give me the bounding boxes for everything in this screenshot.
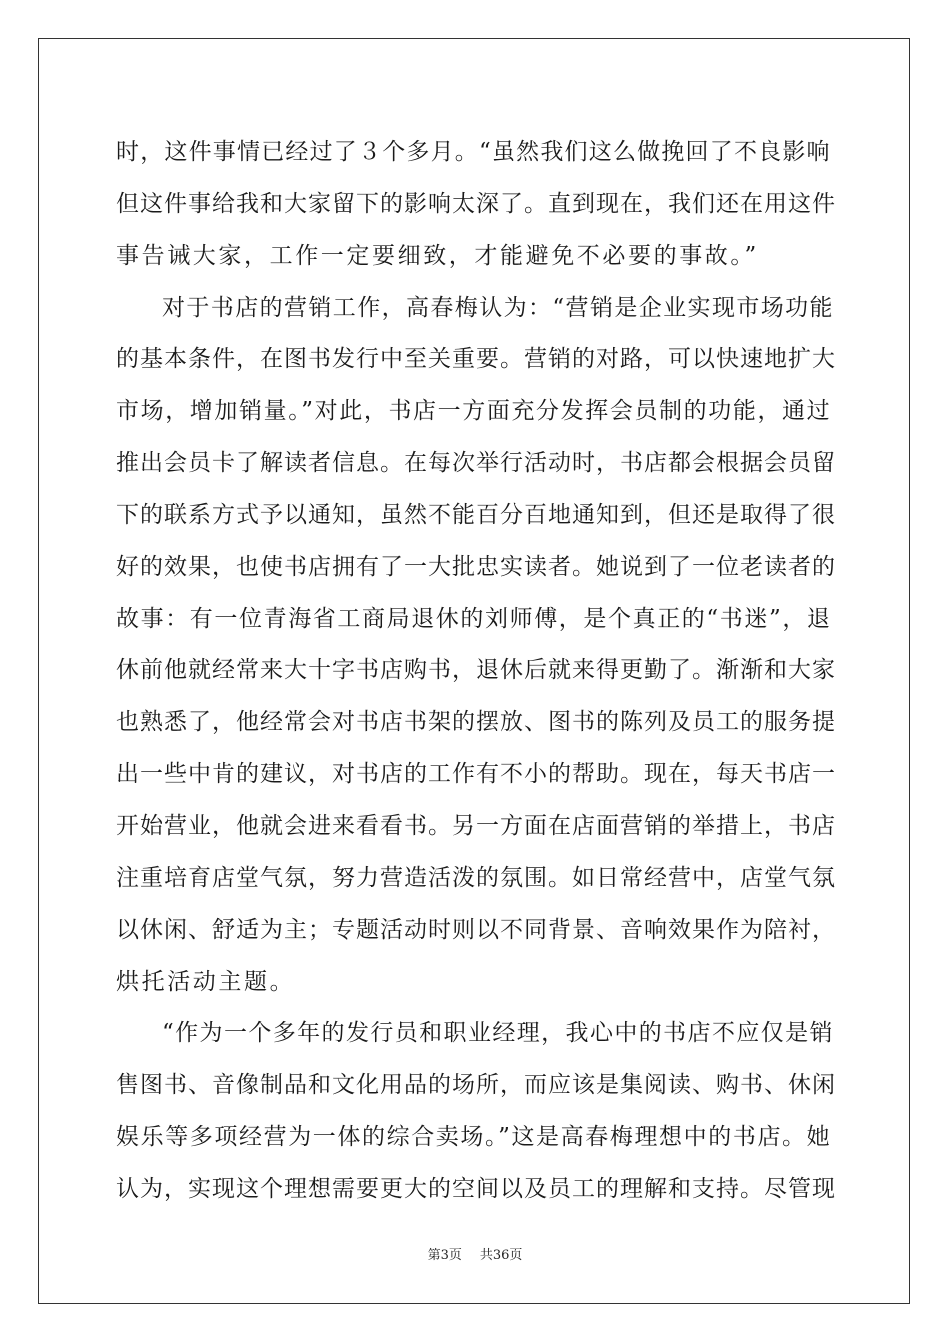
text-line: 娱乐等多项经营为一体的综合卖场。”这是高春梅理想中的书店。她 [116, 1124, 832, 1151]
text-line: 推出会员卡了解读者信息。在每次举行活动时，书店都会根据会员留 [116, 450, 836, 477]
text-line: 出一些中肯的建议，对书店的工作有不小的帮助。现在，每天书店一 [116, 761, 836, 788]
text-line: 认为，实现这个理想需要更大的空间以及员工的理解和支持。尽管现 [116, 1175, 836, 1202]
text-line: 市场，增加销量。”对此，书店一方面充分发挥会员制的功能，通过 [116, 398, 832, 425]
text-line: 烘托活动主题。 [116, 968, 296, 995]
page-footer [0, 1244, 950, 1263]
text-line: 开始营业，他就会进来看看书。另一方面在店面营销的举措上，书店 [116, 812, 836, 839]
text-line: 故事：有一位青海省工商局退休的刘师傅，是个真正的“书迷”，退 [116, 605, 832, 632]
text-line: 事告诫大家，工作一定要细致，才能避免不必要的事故。” [116, 242, 759, 269]
text-line: 下的联系方式予以通知，虽然不能百分百地通知到，但还是取得了很 [116, 501, 836, 528]
page-number: 第3页 [427, 1248, 462, 1263]
text-line: 时，这件事情已经过了３个多月。“虽然我们这么做挽回了不良影响 [116, 139, 831, 165]
text-line: “作为一个多年的发行员和职业经理，我心中的书店不应仅是销 [162, 1020, 834, 1047]
text-line: 售图书、音像制品和文化用品的场所，而应该是集阅读、购书、休闲 [116, 1072, 836, 1099]
text-line: 也熟悉了，他经常会对书店书架的摆放、图书的陈列及员工的服务提 [116, 709, 836, 736]
text-line: 好的效果，也使书店拥有了一大批忠实读者。她说到了一位老读者的 [116, 553, 836, 580]
document-body [116, 127, 836, 1216]
text-line: 以休闲、舒适为主；专题活动时则以不同背景、音响效果作为陪衬， [116, 916, 836, 943]
text-line: 对于书店的营销工作，高春梅认为：“营销是企业实现市场功能 [162, 294, 834, 321]
text-line: 休前他就经常来大十字书店购书，退休后就来得更勤了。渐渐和大家 [116, 657, 836, 684]
text-line: 注重培育店堂气氛，努力营造活泼的氛围。如日常经营中，店堂气氛 [116, 864, 836, 891]
text-line: 的基本条件，在图书发行中至关重要。营销的对路，可以快速地扩大 [116, 346, 836, 373]
text-line: 但这件事给我和大家留下的影响太深了。直到现在，我们还在用这件 [116, 190, 836, 217]
page-total: 共36页 [479, 1248, 523, 1263]
